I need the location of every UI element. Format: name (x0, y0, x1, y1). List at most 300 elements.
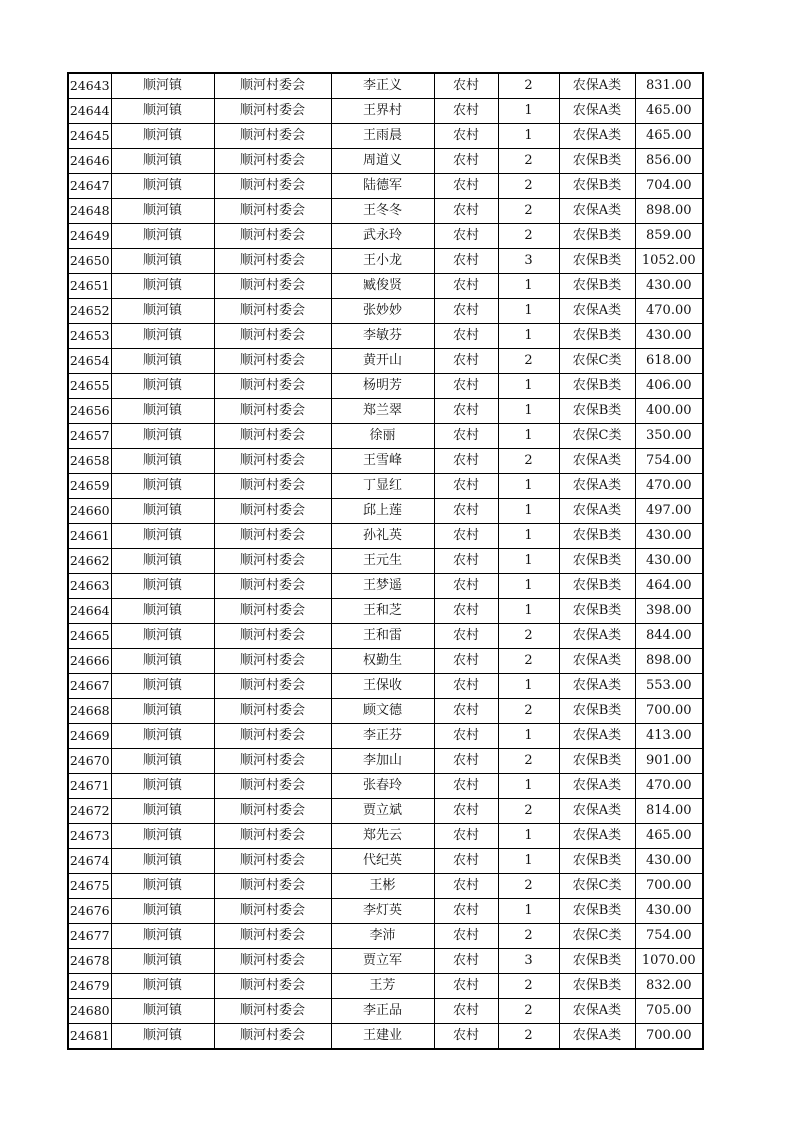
record-id-cell: 24662 (68, 549, 111, 574)
insurance-category-cell: 农保B类 (559, 574, 635, 599)
insurance-category-cell: 农保B类 (559, 149, 635, 174)
table-row (68, 274, 703, 299)
village-committee-cell: 顺河村委会 (214, 1024, 331, 1050)
person-name-cell: 权勤生 (331, 649, 434, 674)
village-committee-cell: 顺河村委会 (214, 549, 331, 574)
village-committee-cell: 顺河村委会 (214, 674, 331, 699)
village-committee-cell: 顺河村委会 (214, 749, 331, 774)
person-name-cell: 王彬 (331, 874, 434, 899)
table-row (68, 449, 703, 474)
town-cell: 顺河镇 (111, 724, 214, 749)
insurance-category-cell: 农保C类 (559, 874, 635, 899)
village-committee-cell: 顺河村委会 (214, 274, 331, 299)
insurance-category-cell: 农保A类 (559, 824, 635, 849)
town-cell: 顺河镇 (111, 199, 214, 224)
record-id-cell: 24652 (68, 299, 111, 324)
insurance-category-cell: 农保B类 (559, 174, 635, 199)
amount-cell: 754.00 (635, 924, 703, 949)
residence-type-cell: 农村 (434, 874, 498, 899)
village-committee-cell: 顺河村委会 (214, 224, 331, 249)
village-committee-cell: 顺河村委会 (214, 974, 331, 999)
person-name-cell: 周道义 (331, 149, 434, 174)
village-committee-cell: 顺河村委会 (214, 324, 331, 349)
town-cell: 顺河镇 (111, 374, 214, 399)
amount-cell: 618.00 (635, 349, 703, 374)
village-committee-cell: 顺河村委会 (214, 349, 331, 374)
record-id-cell: 24675 (68, 874, 111, 899)
household-size-cell: 1 (498, 299, 559, 324)
amount-cell: 465.00 (635, 124, 703, 149)
table-row (68, 649, 703, 674)
town-cell: 顺河镇 (111, 1024, 214, 1050)
person-name-cell: 邱上莲 (331, 499, 434, 524)
village-committee-cell: 顺河村委会 (214, 949, 331, 974)
residence-type-cell: 农村 (434, 274, 498, 299)
table-row (68, 424, 703, 449)
village-committee-cell: 顺河村委会 (214, 899, 331, 924)
insurance-category-cell: 农保A类 (559, 774, 635, 799)
insurance-category-cell: 农保B类 (559, 899, 635, 924)
residence-type-cell: 农村 (434, 999, 498, 1024)
household-size-cell: 1 (498, 574, 559, 599)
record-id-cell: 24660 (68, 499, 111, 524)
household-size-cell: 1 (498, 99, 559, 124)
household-size-cell: 2 (498, 174, 559, 199)
amount-cell: 430.00 (635, 324, 703, 349)
amount-cell: 470.00 (635, 474, 703, 499)
person-name-cell: 李正品 (331, 999, 434, 1024)
amount-cell: 430.00 (635, 899, 703, 924)
amount-cell: 470.00 (635, 774, 703, 799)
person-name-cell: 孙礼英 (331, 524, 434, 549)
town-cell: 顺河镇 (111, 124, 214, 149)
insurance-category-cell: 农保C类 (559, 349, 635, 374)
insurance-category-cell: 农保A类 (559, 499, 635, 524)
town-cell: 顺河镇 (111, 999, 214, 1024)
record-id-cell: 24654 (68, 349, 111, 374)
town-cell: 顺河镇 (111, 274, 214, 299)
table-row (68, 624, 703, 649)
village-committee-cell: 顺河村委会 (214, 374, 331, 399)
residence-type-cell: 农村 (434, 674, 498, 699)
record-id-cell: 24674 (68, 849, 111, 874)
household-size-cell: 1 (498, 274, 559, 299)
amount-cell: 844.00 (635, 624, 703, 649)
household-size-cell: 2 (498, 649, 559, 674)
person-name-cell: 李正义 (331, 73, 434, 99)
insurance-category-cell: 农保A类 (559, 299, 635, 324)
village-committee-cell: 顺河村委会 (214, 999, 331, 1024)
household-size-cell: 2 (498, 199, 559, 224)
table-row (68, 524, 703, 549)
residence-type-cell: 农村 (434, 73, 498, 99)
table-row (68, 499, 703, 524)
town-cell: 顺河镇 (111, 449, 214, 474)
insurance-category-cell: 农保C类 (559, 924, 635, 949)
record-id-cell: 24666 (68, 649, 111, 674)
town-cell: 顺河镇 (111, 399, 214, 424)
household-size-cell: 2 (498, 799, 559, 824)
town-cell: 顺河镇 (111, 73, 214, 99)
town-cell: 顺河镇 (111, 599, 214, 624)
record-id-cell: 24679 (68, 974, 111, 999)
table-row (68, 249, 703, 274)
insurance-category-cell: 农保B类 (559, 949, 635, 974)
record-id-cell: 24672 (68, 799, 111, 824)
village-committee-cell: 顺河村委会 (214, 149, 331, 174)
insurance-category-cell: 农保B类 (559, 849, 635, 874)
village-committee-cell: 顺河村委会 (214, 724, 331, 749)
amount-cell: 700.00 (635, 699, 703, 724)
town-cell: 顺河镇 (111, 524, 214, 549)
household-size-cell: 1 (498, 424, 559, 449)
residence-type-cell: 农村 (434, 974, 498, 999)
residence-type-cell: 农村 (434, 774, 498, 799)
table-row (68, 574, 703, 599)
town-cell: 顺河镇 (111, 574, 214, 599)
record-id-cell: 24657 (68, 424, 111, 449)
record-id-cell: 24667 (68, 674, 111, 699)
residence-type-cell: 农村 (434, 374, 498, 399)
records-table-body (68, 73, 703, 1049)
record-id-cell: 24656 (68, 399, 111, 424)
amount-cell: 704.00 (635, 174, 703, 199)
town-cell: 顺河镇 (111, 874, 214, 899)
table-row (68, 99, 703, 124)
residence-type-cell: 农村 (434, 924, 498, 949)
person-name-cell: 杨明芳 (331, 374, 434, 399)
household-size-cell: 2 (498, 149, 559, 174)
household-size-cell: 1 (498, 599, 559, 624)
table-row (68, 1024, 703, 1050)
town-cell: 顺河镇 (111, 149, 214, 174)
person-name-cell: 代纪英 (331, 849, 434, 874)
village-committee-cell: 顺河村委会 (214, 599, 331, 624)
person-name-cell: 王和芝 (331, 599, 434, 624)
amount-cell: 832.00 (635, 974, 703, 999)
town-cell: 顺河镇 (111, 974, 214, 999)
amount-cell: 430.00 (635, 524, 703, 549)
record-id-cell: 24647 (68, 174, 111, 199)
table-row (68, 824, 703, 849)
household-size-cell: 2 (498, 749, 559, 774)
residence-type-cell: 农村 (434, 524, 498, 549)
amount-cell: 898.00 (635, 649, 703, 674)
town-cell: 顺河镇 (111, 799, 214, 824)
town-cell: 顺河镇 (111, 924, 214, 949)
household-size-cell: 1 (498, 399, 559, 424)
person-name-cell: 王和雷 (331, 624, 434, 649)
town-cell: 顺河镇 (111, 349, 214, 374)
amount-cell: 1070.00 (635, 949, 703, 974)
residence-type-cell: 农村 (434, 474, 498, 499)
town-cell: 顺河镇 (111, 824, 214, 849)
household-size-cell: 2 (498, 73, 559, 99)
residence-type-cell: 农村 (434, 224, 498, 249)
table-row (68, 174, 703, 199)
village-committee-cell: 顺河村委会 (214, 73, 331, 99)
person-name-cell: 李敏芬 (331, 324, 434, 349)
residence-type-cell: 农村 (434, 549, 498, 574)
amount-cell: 859.00 (635, 224, 703, 249)
insurance-category-cell: 农保B类 (559, 749, 635, 774)
record-id-cell: 24668 (68, 699, 111, 724)
insurance-category-cell: 农保A类 (559, 124, 635, 149)
table-row (68, 324, 703, 349)
town-cell: 顺河镇 (111, 549, 214, 574)
amount-cell: 398.00 (635, 599, 703, 624)
amount-cell: 413.00 (635, 724, 703, 749)
person-name-cell: 李加山 (331, 749, 434, 774)
insurance-category-cell: 农保B类 (559, 549, 635, 574)
town-cell: 顺河镇 (111, 649, 214, 674)
amount-cell: 856.00 (635, 149, 703, 174)
household-size-cell: 2 (498, 449, 559, 474)
amount-cell: 831.00 (635, 73, 703, 99)
record-id-cell: 24649 (68, 224, 111, 249)
amount-cell: 898.00 (635, 199, 703, 224)
table-row (68, 949, 703, 974)
village-committee-cell: 顺河村委会 (214, 699, 331, 724)
person-name-cell: 郑先云 (331, 824, 434, 849)
residence-type-cell: 农村 (434, 949, 498, 974)
town-cell: 顺河镇 (111, 99, 214, 124)
amount-cell: 350.00 (635, 424, 703, 449)
record-id-cell: 24659 (68, 474, 111, 499)
household-size-cell: 1 (498, 774, 559, 799)
person-name-cell: 王梦遥 (331, 574, 434, 599)
village-committee-cell: 顺河村委会 (214, 449, 331, 474)
insurance-category-cell: 农保B类 (559, 249, 635, 274)
residence-type-cell: 农村 (434, 149, 498, 174)
record-id-cell: 24670 (68, 749, 111, 774)
amount-cell: 400.00 (635, 399, 703, 424)
village-committee-cell: 顺河村委会 (214, 174, 331, 199)
insurance-category-cell: 农保A类 (559, 799, 635, 824)
table-row (68, 224, 703, 249)
town-cell: 顺河镇 (111, 899, 214, 924)
insurance-category-cell: 农保A类 (559, 649, 635, 674)
village-committee-cell: 顺河村委会 (214, 649, 331, 674)
amount-cell: 465.00 (635, 824, 703, 849)
records-table (67, 72, 704, 1050)
household-size-cell: 1 (498, 849, 559, 874)
person-name-cell: 王建业 (331, 1024, 434, 1050)
insurance-category-cell: 农保B类 (559, 224, 635, 249)
village-committee-cell: 顺河村委会 (214, 424, 331, 449)
village-committee-cell: 顺河村委会 (214, 624, 331, 649)
residence-type-cell: 农村 (434, 624, 498, 649)
person-name-cell: 张春玲 (331, 774, 434, 799)
table-row (68, 199, 703, 224)
household-size-cell: 1 (498, 474, 559, 499)
table-row (68, 974, 703, 999)
table-row (68, 349, 703, 374)
person-name-cell: 李沛 (331, 924, 434, 949)
household-size-cell: 2 (498, 924, 559, 949)
insurance-category-cell: 农保B类 (559, 524, 635, 549)
record-id-cell: 24681 (68, 1024, 111, 1050)
insurance-category-cell: 农保B类 (559, 399, 635, 424)
village-committee-cell: 顺河村委会 (214, 799, 331, 824)
insurance-category-cell: 农保B类 (559, 699, 635, 724)
household-size-cell: 1 (498, 824, 559, 849)
residence-type-cell: 农村 (434, 749, 498, 774)
table-row (68, 874, 703, 899)
town-cell: 顺河镇 (111, 249, 214, 274)
record-id-cell: 24645 (68, 124, 111, 149)
person-name-cell: 王元生 (331, 549, 434, 574)
village-committee-cell: 顺河村委会 (214, 874, 331, 899)
person-name-cell: 黄开山 (331, 349, 434, 374)
village-committee-cell: 顺河村委会 (214, 124, 331, 149)
town-cell: 顺河镇 (111, 949, 214, 974)
person-name-cell: 王保收 (331, 674, 434, 699)
village-committee-cell: 顺河村委会 (214, 199, 331, 224)
insurance-category-cell: 农保B类 (559, 374, 635, 399)
residence-type-cell: 农村 (434, 649, 498, 674)
insurance-category-cell: 农保A类 (559, 474, 635, 499)
amount-cell: 754.00 (635, 449, 703, 474)
household-size-cell: 1 (498, 524, 559, 549)
residence-type-cell: 农村 (434, 574, 498, 599)
amount-cell: 553.00 (635, 674, 703, 699)
residence-type-cell: 农村 (434, 299, 498, 324)
table-row (68, 599, 703, 624)
town-cell: 顺河镇 (111, 624, 214, 649)
record-id-cell: 24677 (68, 924, 111, 949)
table-row (68, 549, 703, 574)
village-committee-cell: 顺河村委会 (214, 399, 331, 424)
amount-cell: 464.00 (635, 574, 703, 599)
table-row (68, 849, 703, 874)
residence-type-cell: 农村 (434, 724, 498, 749)
table-row (68, 799, 703, 824)
town-cell: 顺河镇 (111, 749, 214, 774)
record-id-cell: 24669 (68, 724, 111, 749)
household-size-cell: 1 (498, 724, 559, 749)
record-id-cell: 24650 (68, 249, 111, 274)
person-name-cell: 张妙妙 (331, 299, 434, 324)
insurance-category-cell: 农保A类 (559, 724, 635, 749)
village-committee-cell: 顺河村委会 (214, 524, 331, 549)
record-id-cell: 24665 (68, 624, 111, 649)
insurance-category-cell: 农保A类 (559, 674, 635, 699)
table-row (68, 474, 703, 499)
person-name-cell: 贾立军 (331, 949, 434, 974)
table-row (68, 374, 703, 399)
household-size-cell: 2 (498, 624, 559, 649)
amount-cell: 700.00 (635, 1024, 703, 1050)
table-row (68, 299, 703, 324)
table-row (68, 124, 703, 149)
person-name-cell: 徐丽 (331, 424, 434, 449)
residence-type-cell: 农村 (434, 499, 498, 524)
household-size-cell: 1 (498, 124, 559, 149)
town-cell: 顺河镇 (111, 299, 214, 324)
household-size-cell: 1 (498, 674, 559, 699)
person-name-cell: 丁显红 (331, 474, 434, 499)
village-committee-cell: 顺河村委会 (214, 774, 331, 799)
town-cell: 顺河镇 (111, 499, 214, 524)
village-committee-cell: 顺河村委会 (214, 824, 331, 849)
record-id-cell: 24661 (68, 524, 111, 549)
record-id-cell: 24680 (68, 999, 111, 1024)
record-id-cell: 24644 (68, 99, 111, 124)
village-committee-cell: 顺河村委会 (214, 499, 331, 524)
town-cell: 顺河镇 (111, 699, 214, 724)
household-size-cell: 2 (498, 699, 559, 724)
residence-type-cell: 农村 (434, 399, 498, 424)
insurance-category-cell: 农保C类 (559, 424, 635, 449)
person-name-cell: 陆德军 (331, 174, 434, 199)
residence-type-cell: 农村 (434, 424, 498, 449)
residence-type-cell: 农村 (434, 99, 498, 124)
residence-type-cell: 农村 (434, 799, 498, 824)
residence-type-cell: 农村 (434, 199, 498, 224)
table-row (68, 999, 703, 1024)
person-name-cell: 王雨晨 (331, 124, 434, 149)
record-id-cell: 24643 (68, 73, 111, 99)
residence-type-cell: 农村 (434, 849, 498, 874)
table-row (68, 674, 703, 699)
residence-type-cell: 农村 (434, 324, 498, 349)
amount-cell: 465.00 (635, 99, 703, 124)
table-row (68, 899, 703, 924)
insurance-category-cell: 农保A类 (559, 449, 635, 474)
amount-cell: 430.00 (635, 549, 703, 574)
table-row (68, 73, 703, 99)
insurance-category-cell: 农保A类 (559, 99, 635, 124)
amount-cell: 430.00 (635, 274, 703, 299)
insurance-category-cell: 农保B类 (559, 324, 635, 349)
residence-type-cell: 农村 (434, 449, 498, 474)
amount-cell: 470.00 (635, 299, 703, 324)
person-name-cell: 王芳 (331, 974, 434, 999)
record-id-cell: 24678 (68, 949, 111, 974)
record-id-cell: 24648 (68, 199, 111, 224)
person-name-cell: 李正芬 (331, 724, 434, 749)
amount-cell: 430.00 (635, 849, 703, 874)
household-size-cell: 2 (498, 1024, 559, 1050)
household-size-cell: 1 (498, 324, 559, 349)
record-id-cell: 24671 (68, 774, 111, 799)
insurance-category-cell: 农保B类 (559, 274, 635, 299)
insurance-category-cell: 农保B类 (559, 974, 635, 999)
record-id-cell: 24664 (68, 599, 111, 624)
table-row (68, 724, 703, 749)
amount-cell: 814.00 (635, 799, 703, 824)
residence-type-cell: 农村 (434, 249, 498, 274)
residence-type-cell: 农村 (434, 699, 498, 724)
person-name-cell: 王界村 (331, 99, 434, 124)
person-name-cell: 王小龙 (331, 249, 434, 274)
village-committee-cell: 顺河村委会 (214, 849, 331, 874)
record-id-cell: 24646 (68, 149, 111, 174)
town-cell: 顺河镇 (111, 324, 214, 349)
household-size-cell: 2 (498, 999, 559, 1024)
household-size-cell: 2 (498, 224, 559, 249)
village-committee-cell: 顺河村委会 (214, 99, 331, 124)
household-size-cell: 3 (498, 949, 559, 974)
amount-cell: 901.00 (635, 749, 703, 774)
village-committee-cell: 顺河村委会 (214, 474, 331, 499)
residence-type-cell: 农村 (434, 174, 498, 199)
record-id-cell: 24658 (68, 449, 111, 474)
household-size-cell: 1 (498, 899, 559, 924)
table-row (68, 774, 703, 799)
person-name-cell: 武永玲 (331, 224, 434, 249)
